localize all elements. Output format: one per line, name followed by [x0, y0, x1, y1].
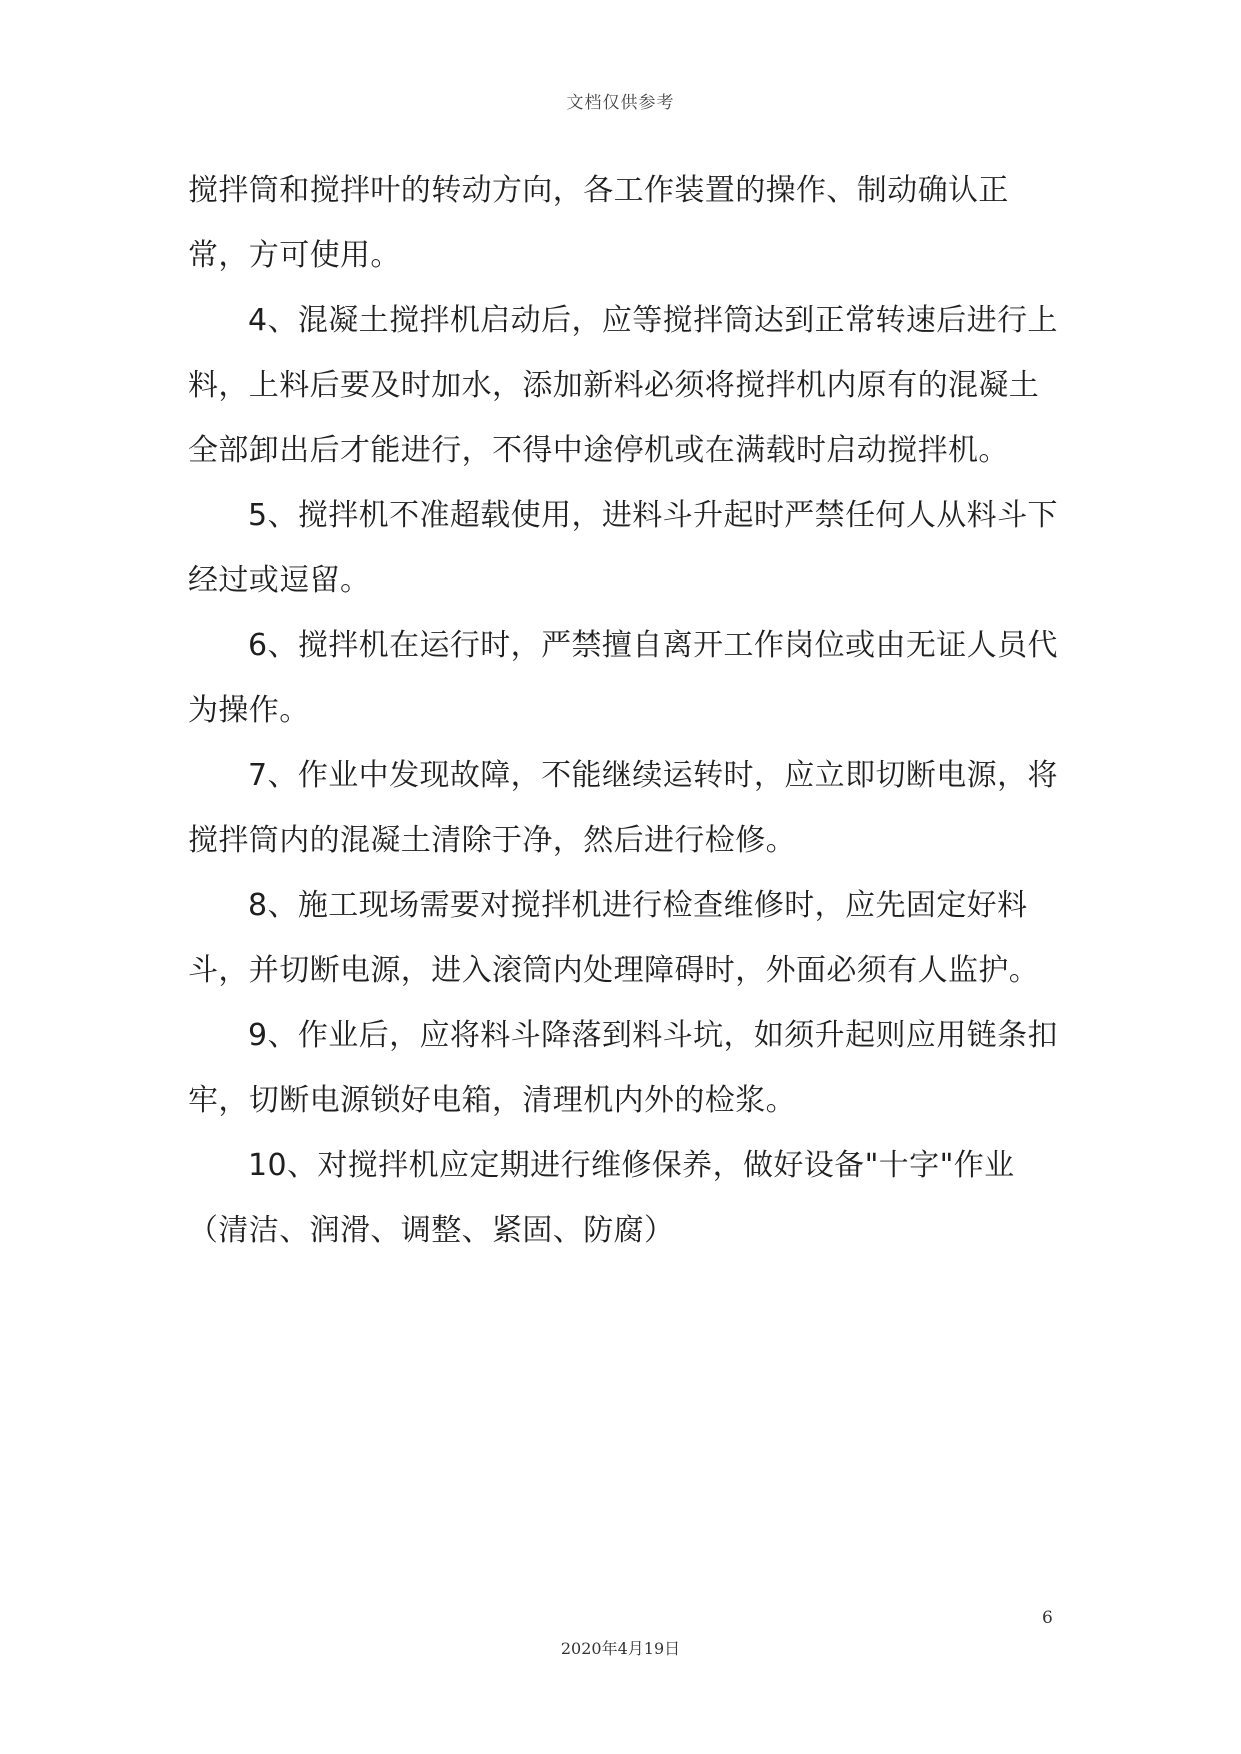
page-number: 6	[1042, 1608, 1053, 1628]
paragraph-item-4: 4、混凝土搅拌机启动后，应等搅拌筒达到正常转速后进行上料，上料后要及时加水，添加新料必须将搅拌机内原有的混凝土全部卸出后才能进行，不得中途停机或在满载时启动搅拌机。	[188, 303, 1058, 468]
paragraph-continuation: 搅拌筒和搅拌叶的转动方向，各工作装置的操作、制动确认正常，方可使用。	[188, 173, 1009, 273]
paragraph-item-10: 10、对搅拌机应定期进行维修保养，做好设备"十字"作业（清洁、润滑、调整、紧固、防腐）	[188, 1148, 1015, 1248]
paragraph-item-9: 9、作业后，应将料斗降落到料斗坑，如须升起则应用链条扣牢，切断电源锁好电箱，清理机内外的检浆。	[188, 1018, 1058, 1118]
document-body	[188, 158, 1058, 1263]
paragraph-item-8: 8、施工现场需要对搅拌机进行检查维修时，应先固定好料斗，并切断电源，进入滚筒内处理障碍时，外面必须有人监护。	[188, 888, 1040, 988]
paragraph-item-5: 5、搅拌机不准超载使用，进料斗升起时严禁任何人从料斗下经过或逗留。	[188, 498, 1058, 598]
paragraph-item-7: 7、作业中发现故障，不能继续运转时，应立即切断电源，将搅拌筒内的混凝土清除于净，然后进行检修。	[188, 758, 1058, 858]
footer-date: 2020年4月19日	[560, 1639, 681, 1658]
paragraph-item-6: 6、搅拌机在运行时，严禁擅自离开工作岗位或由无证人员代为操作。	[188, 628, 1058, 728]
page-header: 文档仅供参考	[566, 93, 675, 113]
